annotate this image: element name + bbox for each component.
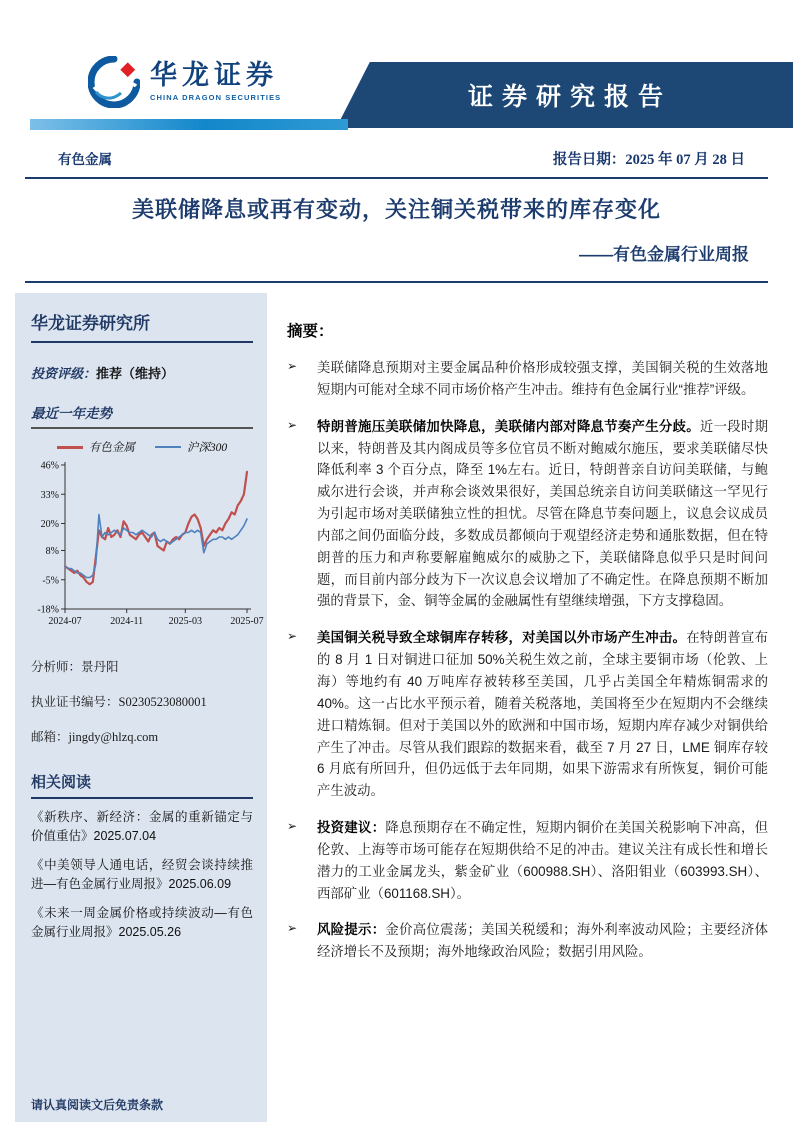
bullet-arrow-icon: ➢ bbox=[287, 921, 298, 936]
related-reading-item: 《未来一周金属价格或持续波动—有色金属行业周报》2025.05.26 bbox=[31, 905, 253, 939]
brand-text bbox=[150, 62, 281, 102]
bullet-arrow-icon: ➢ bbox=[287, 417, 298, 432]
brand-name-cn: 华龙证券 bbox=[150, 60, 278, 90]
trend-chart-title: 最近一年走势 bbox=[31, 402, 253, 429]
summary-column bbox=[267, 293, 793, 1122]
analyst-label: 分析师： bbox=[31, 660, 82, 674]
cert-label: 执业证书编号： bbox=[31, 695, 119, 709]
dragon-logo-icon bbox=[88, 56, 140, 108]
summary-bullet bbox=[287, 627, 768, 802]
content-columns bbox=[0, 293, 793, 1122]
email-row bbox=[31, 727, 253, 745]
summary-bullet bbox=[287, 817, 768, 904]
disclaimer-note: 请认真阅读文后免责条款 bbox=[31, 1098, 164, 1112]
svg-text:33%: 33% bbox=[40, 489, 59, 501]
legend-item-metals bbox=[57, 439, 135, 455]
trend-chart-svg bbox=[31, 457, 264, 635]
related-reading-item: 《新秩序、新经济：金属的重新锚定与价值重估》2025.07.04 bbox=[31, 810, 253, 844]
header-accent-bar bbox=[30, 119, 348, 130]
svg-text:-5%: -5% bbox=[42, 575, 59, 587]
cert-row bbox=[31, 692, 253, 710]
page-title: 美联储降息或再有变动，关注铜关税带来的库存变化 bbox=[131, 197, 661, 222]
chart-legend bbox=[31, 439, 253, 455]
rating-label: 投资评级： bbox=[31, 366, 97, 381]
company-logo bbox=[88, 56, 281, 108]
bullet-arrow-icon: ➢ bbox=[287, 819, 298, 834]
related-reading-item: 《中美领导人通电话，经贸会谈持续推进—有色金属行业周报》2025.06.09 bbox=[31, 857, 253, 892]
analyst-row bbox=[31, 657, 253, 675]
report-type-banner bbox=[336, 62, 793, 128]
investment-rating bbox=[31, 363, 253, 382]
email-value: jingdy@hlzq.com bbox=[68, 730, 159, 744]
divider-top bbox=[25, 177, 768, 179]
bullet-text: 降息预期存在不确定性，短期内铜价在美国关税影响下冲高，但伦敦、上海等市场可能存在短期供给不足的冲击。建议关注有成长性和增长潜力的工业金属龙头，紫金矿业（600988.SH）、洛阳钼业（603993.SH）、西部矿业（601168.SH）。 bbox=[317, 820, 769, 901]
bullet-text: 美联储降息预期对主要金属品种价格形成较强支撑，美国铜关税的生效落地短期内可能对全球不同市场价格产生冲击。维持有色金属行业“推荐”评级。 bbox=[317, 360, 768, 397]
svg-text:2025-03: 2025-03 bbox=[168, 616, 202, 627]
legend-label-csi300: 沪深300 bbox=[186, 442, 228, 454]
svg-text:2025-07: 2025-07 bbox=[230, 616, 264, 627]
summary-heading: 摘要： bbox=[287, 323, 334, 340]
legend-label-metals: 有色金属 bbox=[88, 442, 135, 454]
meta-row bbox=[58, 148, 745, 169]
legend-item-csi300 bbox=[155, 439, 227, 455]
report-header bbox=[0, 0, 793, 130]
trend-chart bbox=[31, 439, 264, 640]
legend-swatch-red bbox=[57, 446, 83, 449]
cert-number: S0230523080001 bbox=[118, 695, 207, 709]
related-reading-title: 相关阅读 bbox=[31, 771, 253, 799]
bullet-arrow-icon: ➢ bbox=[287, 629, 298, 644]
bullet-lead: 特朗普施压美联储加快降息，美联储内部对降息节奏产生分歧。 bbox=[317, 418, 700, 434]
report-type-label: 证券研究报告 bbox=[467, 83, 672, 111]
divider-title bbox=[25, 281, 768, 283]
svg-text:2024-11: 2024-11 bbox=[110, 616, 144, 627]
svg-text:20%: 20% bbox=[40, 519, 59, 530]
summary-bullet bbox=[287, 416, 768, 613]
research-institute-title: 华龙证券研究所 bbox=[31, 309, 253, 343]
legend-swatch-blue bbox=[155, 446, 181, 448]
bullet-lead: 投资建议： bbox=[317, 820, 386, 836]
bullet-arrow-icon: ➢ bbox=[287, 359, 298, 373]
bullet-text: 近一段时期以来，特朗普及其内阁成员等多位官员不断对鲍威尔施压，要求美联储尽快降低利率 3 个百分点，降至 1%左右。近日，特朗普亲自访问美联储，与鲍威尔进行会谈，并声称会谈效果很好，美国总统亲自访问美联储这一罕见行为引起市场对美联储独立性的担忧。尽管在降息节奏问题上，议息会议成员内部之间仍面临分歧，多数成员都倾向于观望经济走势和通胀数据，但在特朗普的压力和声称要解雇鲍威尔的威胁之下，美联储降息似乎只是时间问题，而目前内部分歧为下一次议息会议增加了不确定性。在降息预期不断加强的背景下，金、铜等金属的金融属性有望继续增强，下方支撑稳固。 bbox=[317, 418, 768, 609]
rating-value: 推荐（维持） bbox=[96, 366, 175, 381]
summary-bullet bbox=[287, 919, 768, 963]
svg-text:46%: 46% bbox=[40, 460, 59, 472]
report-date: 报告日期：2025 年 07 月 28 日 bbox=[552, 152, 745, 168]
summary-bullet bbox=[287, 357, 768, 401]
analyst-name: 景丹阳 bbox=[81, 660, 119, 674]
bullet-lead: 美国铜关税导致全球铜库存转移，对美国以外市场产生冲击。 bbox=[317, 630, 687, 646]
sidebar bbox=[15, 293, 267, 1122]
bullet-lead: 风险提示： bbox=[317, 922, 386, 938]
page-subtitle: ——有色金属行业周报 bbox=[579, 245, 749, 264]
svg-text:8%: 8% bbox=[45, 546, 59, 557]
bullet-text: 在特朗普宣布的 8 月 1 日对铜进口征加 50%关税生效之前，全球主要铜市场（伦敦、上海）等地约有 40 万吨库存被转移至美国，几乎占美国全年精炼铜需求的 40%。这一占比水平预示着，随着关税落地，美国将至少在短期内不会继续进口精炼铜。但对于美国以外的欧洲和中国市场，短期内库存减少对铜供给产生了冲击。尽管从我们跟踪的数据来看，截至 7 月 27 日，LME 铜库存较 6 月底有所回升，但仍远低于去年同期，如果下游需求有所恢复，铜价可能产生波动。 bbox=[317, 630, 769, 799]
sector-label: 有色金属 bbox=[58, 152, 112, 167]
svg-text:2024-07: 2024-07 bbox=[48, 616, 82, 627]
svg-text:-18%: -18% bbox=[37, 604, 59, 616]
bullet-text: 金价高位震荡；美国关税缓和；海外利率波动风险；主要经济体经济增长不及预期；海外地缘政治风险；数据引用风险。 bbox=[317, 922, 769, 960]
brand-name-en: CHINA DRAGON SECURITIES bbox=[150, 93, 282, 102]
email-label: 邮箱： bbox=[31, 730, 69, 744]
